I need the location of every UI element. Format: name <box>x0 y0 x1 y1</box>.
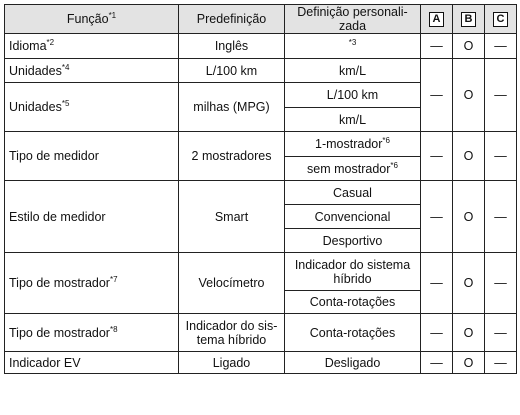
table-row <box>5 352 517 374</box>
mark-b: O <box>453 314 485 352</box>
header-row <box>5 5 517 34</box>
mark-c: — <box>485 132 517 181</box>
col-b-badge: B <box>461 12 476 27</box>
func-cell: Unidades$^{*5}$ <box>5 83 179 132</box>
mark-a: — <box>421 314 453 352</box>
func-cell: Tipo de medidor <box>5 132 179 181</box>
mark-a: — <box>421 352 453 374</box>
custom-cell: Desligado <box>285 352 421 374</box>
table-row <box>5 59 517 83</box>
func-cell: Tipo de mostrador$^{*8}$ <box>5 314 179 352</box>
custom-cell: Indicador do sistema híbrido <box>285 253 421 291</box>
custom-cell: 1-mostrador$^{*6}$ <box>285 132 421 157</box>
header-col-a <box>421 5 453 34</box>
preset-cell: Velocímetro <box>179 253 285 314</box>
preset-cell: 2 mostradores <box>179 132 285 181</box>
col-a-badge: A <box>429 12 444 27</box>
mark-a: — <box>421 34 453 59</box>
custom-cell: Convencional <box>285 205 421 229</box>
custom-cell: km/L <box>285 108 421 132</box>
header-definicao: Definição personali-zada <box>285 5 421 34</box>
mark-a: — <box>421 59 453 132</box>
mark-a: — <box>421 181 453 253</box>
mark-b: O <box>453 181 485 253</box>
mark-a: — <box>421 253 453 314</box>
preset-cell: milhas (MPG) <box>179 83 285 132</box>
table-row <box>5 132 517 157</box>
mark-b: O <box>453 352 485 374</box>
custom-cell: *3 <box>285 34 421 59</box>
table-header <box>5 5 517 34</box>
table-row <box>5 34 517 59</box>
mark-b: O <box>453 34 485 59</box>
custom-cell: sem mostrador$^{*6}$ <box>285 157 421 181</box>
mark-c: — <box>485 181 517 253</box>
preset-cell: Inglês <box>179 34 285 59</box>
custom-cell: Desportivo <box>285 229 421 253</box>
func-cell: Estilo de medidor <box>5 181 179 253</box>
mark-a: — <box>421 132 453 181</box>
func-cell: Tipo de mostrador$^{*7}$ <box>5 253 179 314</box>
mark-b: O <box>453 132 485 181</box>
custom-cell: Conta-rotações <box>285 314 421 352</box>
preset-cell: Indicador do sis-tema híbrido <box>179 314 285 352</box>
preset-cell: L/100 km <box>179 59 285 83</box>
custom-cell: L/100 km <box>285 83 421 108</box>
header-col-b <box>453 5 485 34</box>
table-row <box>5 314 517 352</box>
mark-c: — <box>485 352 517 374</box>
preset-cell: Ligado <box>179 352 285 374</box>
header-funcao: Função$^{*1}$ <box>5 5 179 34</box>
table-row <box>5 181 517 205</box>
custom-cell: Conta-rotações <box>285 291 421 314</box>
mark-b: O <box>453 253 485 314</box>
table-row <box>5 253 517 291</box>
header-predefinicao: Predefinição <box>179 5 285 34</box>
header-col-c <box>485 5 517 34</box>
mark-c: — <box>485 253 517 314</box>
col-c-badge: C <box>493 12 508 27</box>
settings-table <box>4 4 517 374</box>
mark-c: — <box>485 59 517 132</box>
mark-c: — <box>485 34 517 59</box>
func-cell: Idioma$^{*2}$ <box>5 34 179 59</box>
func-cell: Indicador EV <box>5 352 179 374</box>
preset-cell: Smart <box>179 181 285 253</box>
custom-cell: Casual <box>285 181 421 205</box>
mark-c: — <box>485 314 517 352</box>
custom-cell: km/L <box>285 59 421 83</box>
func-cell: Unidades$^{*4}$ <box>5 59 179 83</box>
mark-b: O <box>453 59 485 132</box>
